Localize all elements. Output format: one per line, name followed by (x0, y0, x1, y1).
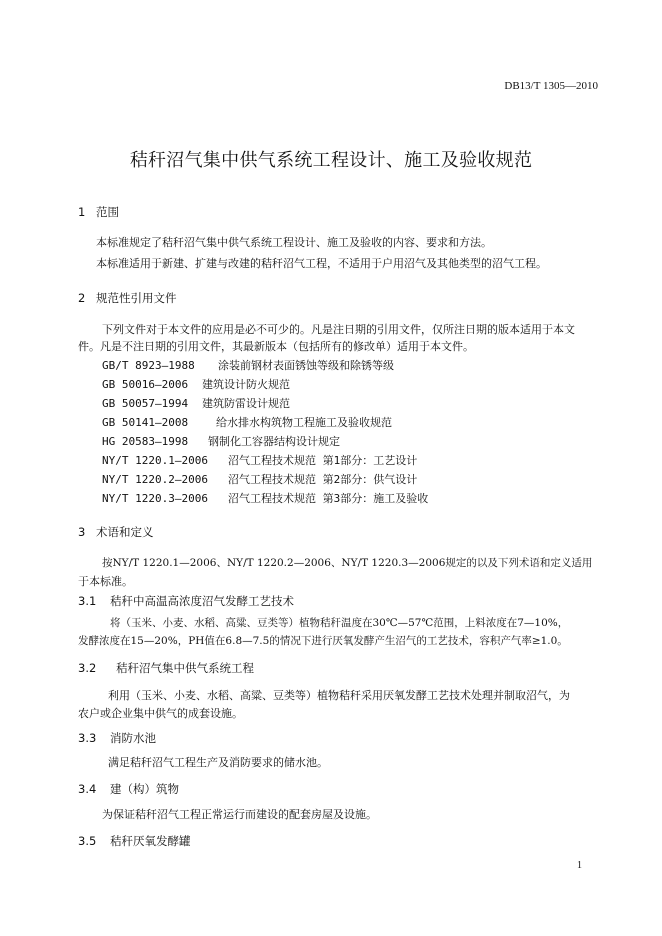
subsection-number: 3.4 (78, 782, 97, 796)
subsection-3-5-heading (78, 833, 191, 849)
reference-name: 沼气工程技术规范 第1部分：工艺设计 (228, 454, 418, 467)
reference-item (102, 376, 290, 392)
reference-name: 沼气工程技术规范 第3部分：施工及验收 (228, 492, 429, 505)
reference-code: NY/T 1220.3—2006 (102, 492, 208, 505)
reference-code: GB 50016—2006 (102, 378, 189, 391)
subsection-3-1-heading (78, 593, 294, 609)
reference-code: NY/T 1220.1—2006 (102, 454, 208, 467)
section-3-heading (78, 524, 154, 540)
section-title: 规范性引用文件 (96, 291, 177, 305)
subsection-number: 3.5 (78, 834, 97, 848)
reference-item (102, 414, 392, 430)
reference-name: 建筑防雷设计规范 (202, 397, 290, 410)
paragraph: 农户或企业集中供气的成套设施。 (78, 707, 243, 720)
subsection-3-2-heading (78, 660, 254, 676)
reference-item (102, 357, 394, 373)
paragraph: 本标准规定了秸秆沼气集中供气系统工程设计、施工及验收的内容、要求和方法。 (96, 236, 492, 249)
reference-name: 钢制化工容器结构设计规定 (208, 435, 340, 448)
reference-name: 给水排水构筑物工程施工及验收规范 (216, 416, 392, 429)
page-number: 1 (577, 860, 582, 871)
subsection-number: 3.2 (78, 661, 97, 675)
paragraph: 件。凡是不注日期的引用文件，其最新版本（包括所有的修改单）适用于本文件。 (78, 340, 474, 353)
subsection-title: 秸秆中高温高浓度沼气发酵工艺技术 (110, 594, 294, 608)
reference-code: GB/T 8923—1988 (102, 359, 195, 372)
subsection-title: 消防水池 (110, 731, 156, 745)
reference-code: NY/T 1220.2—2006 (102, 473, 208, 486)
reference-item (102, 433, 340, 449)
paragraph: 发酵浓度在15—20%，PH值在6.8—7.5的情况下进行厌氧发酵产生沼气的工艺技术，容积产气率≥1.0。 (78, 635, 568, 647)
subsection-title: 秸秆厌氧发酵罐 (110, 834, 191, 848)
reference-item (102, 452, 417, 468)
subsection-3-4-heading (78, 781, 179, 797)
reference-name: 建筑设计防火规范 (202, 378, 290, 391)
section-1-heading (78, 204, 119, 220)
section-2-heading (78, 290, 177, 306)
reference-code: GB 50141—2008 (102, 416, 189, 429)
section-title: 范围 (96, 205, 119, 219)
document-code: DB13/T 1305—2010 (504, 80, 598, 92)
paragraph: 利用（玉米、小麦、水稻、高粱、豆类等）植物秸秆采用厌氧发酵工艺技术处理并制取沼气，为 (108, 689, 570, 702)
section-title: 术语和定义 (96, 525, 154, 539)
reference-item (102, 490, 428, 506)
subsection-title: 秸秆沼气集中供气系统工程 (116, 661, 254, 675)
subsection-3-3-heading (78, 730, 156, 746)
document-title: 秸秆沼气集中供气系统工程设计、施工及验收规范 (129, 150, 533, 171)
paragraph: 下列文件对于本文件的应用是必不可少的。凡是注日期的引用文件，仅所注日期的版本适用于本文 (102, 323, 575, 336)
reference-code: HG 20583—1998 (102, 435, 189, 448)
section-number: 1 (78, 205, 86, 219)
paragraph: 本标准适用于新建、扩建与改建的秸秆沼气工程，不适用于户用沼气及其他类型的沼气工程。 (96, 257, 547, 270)
paragraph: 为保证秸秆沼气工程正常运行而建设的配套房屋及设施。 (102, 808, 377, 821)
section-number: 2 (78, 291, 86, 305)
section-number: 3 (78, 525, 86, 539)
paragraph: 于本标准。 (78, 575, 133, 588)
subsection-number: 3.3 (78, 731, 97, 745)
reference-code: GB 50057—1994 (102, 397, 189, 410)
paragraph: 满足秸秆沼气工程生产及消防要求的储水池。 (108, 756, 328, 769)
reference-name: 涂装前钢材表面锈蚀等级和除锈等级 (218, 359, 394, 372)
reference-item (102, 395, 290, 411)
reference-item (102, 471, 417, 487)
reference-name: 沼气工程技术规范 第2部分：供气设计 (228, 473, 418, 486)
paragraph: 将（玉米、小麦、水稻、高粱、豆类等）植物秸秆温度在30℃—57℃范围，上料浓度在7—10%， (110, 617, 569, 629)
subsection-number: 3.1 (78, 594, 97, 608)
paragraph: 按NY/T 1220.1—2006、NY/T 1220.2—2006、NY/T 1220.3—2006规定的以及下列术语和定义适用 (102, 557, 593, 569)
subsection-title: 建（构）筑物 (110, 782, 179, 796)
